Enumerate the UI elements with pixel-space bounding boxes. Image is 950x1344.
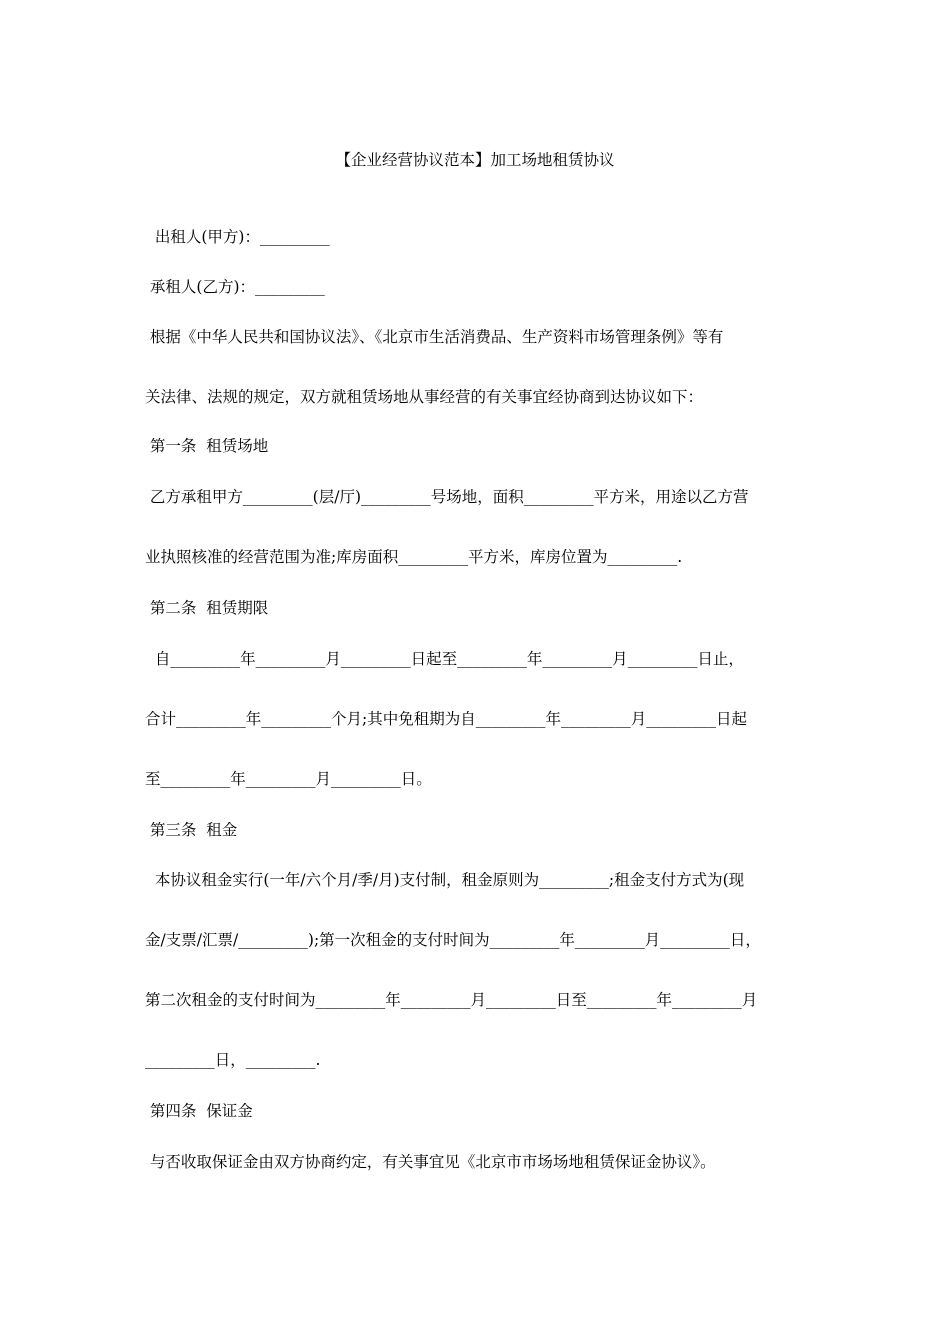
article-2-line-3: 至_________年_________月_________日。 — [145, 770, 432, 788]
article-2-line-2: 合计_________年_________个月;其中免租期为自_________年_________月_________日起 — [145, 710, 747, 728]
article-1-line-1: 乙方承租甲方_________(层/厅)_________号场地，面积_________平方米，用途以乙方营 — [145, 488, 749, 506]
lessee-line: 承租人(乙方)：_________ — [145, 278, 325, 296]
article-2-line-1: 自_________年_________月_________日起至_________年_________月_________日止， — [145, 650, 744, 668]
preamble-line-1: 根据《中华人民共和国协议法》、《北京市生活消费品、生产资料市场管理条例》等有 — [145, 328, 724, 346]
article-4-line-1: 与否收取保证金由双方协商约定，有关事宜见《北京市市场场地租赁保证金协议》。 — [145, 1153, 716, 1171]
preamble-line-2: 关法律、法规的规定，双方就租赁场地从事经营的有关事宜经协商到达协议如下： — [145, 388, 704, 406]
article-1-line-2: 业执照核准的经营范围为准;库房面积_________平方米，库房位置为_________. — [145, 548, 683, 566]
lessor-line: 出租人(甲方)：_________ — [145, 228, 330, 246]
article-4-heading: 第四条 保证金 — [145, 1102, 253, 1120]
article-3-line-3: 第二次租金的支付时间为_________年_________月_________日至_________年_________月 — [145, 991, 758, 1009]
article-3-heading: 第三条 租金 — [145, 821, 238, 839]
article-2-heading: 第二条 租赁期限 — [145, 599, 269, 617]
article-3-line-2: 金/支票/汇票/_________);第一次租金的支付时间为_________年_________月_________日， — [145, 931, 761, 949]
article-3-line-4: _________日，_________. — [145, 1051, 321, 1069]
article-3-line-1: 本协议租金实行(一年/六个月/季/月)支付制，租金原则为_________;租金支付方式为(现 — [145, 871, 745, 889]
article-1-heading: 第一条 租赁场地 — [145, 437, 269, 455]
document-title: 【企业经营协议范本】加工场地租赁协议 — [335, 151, 615, 169]
